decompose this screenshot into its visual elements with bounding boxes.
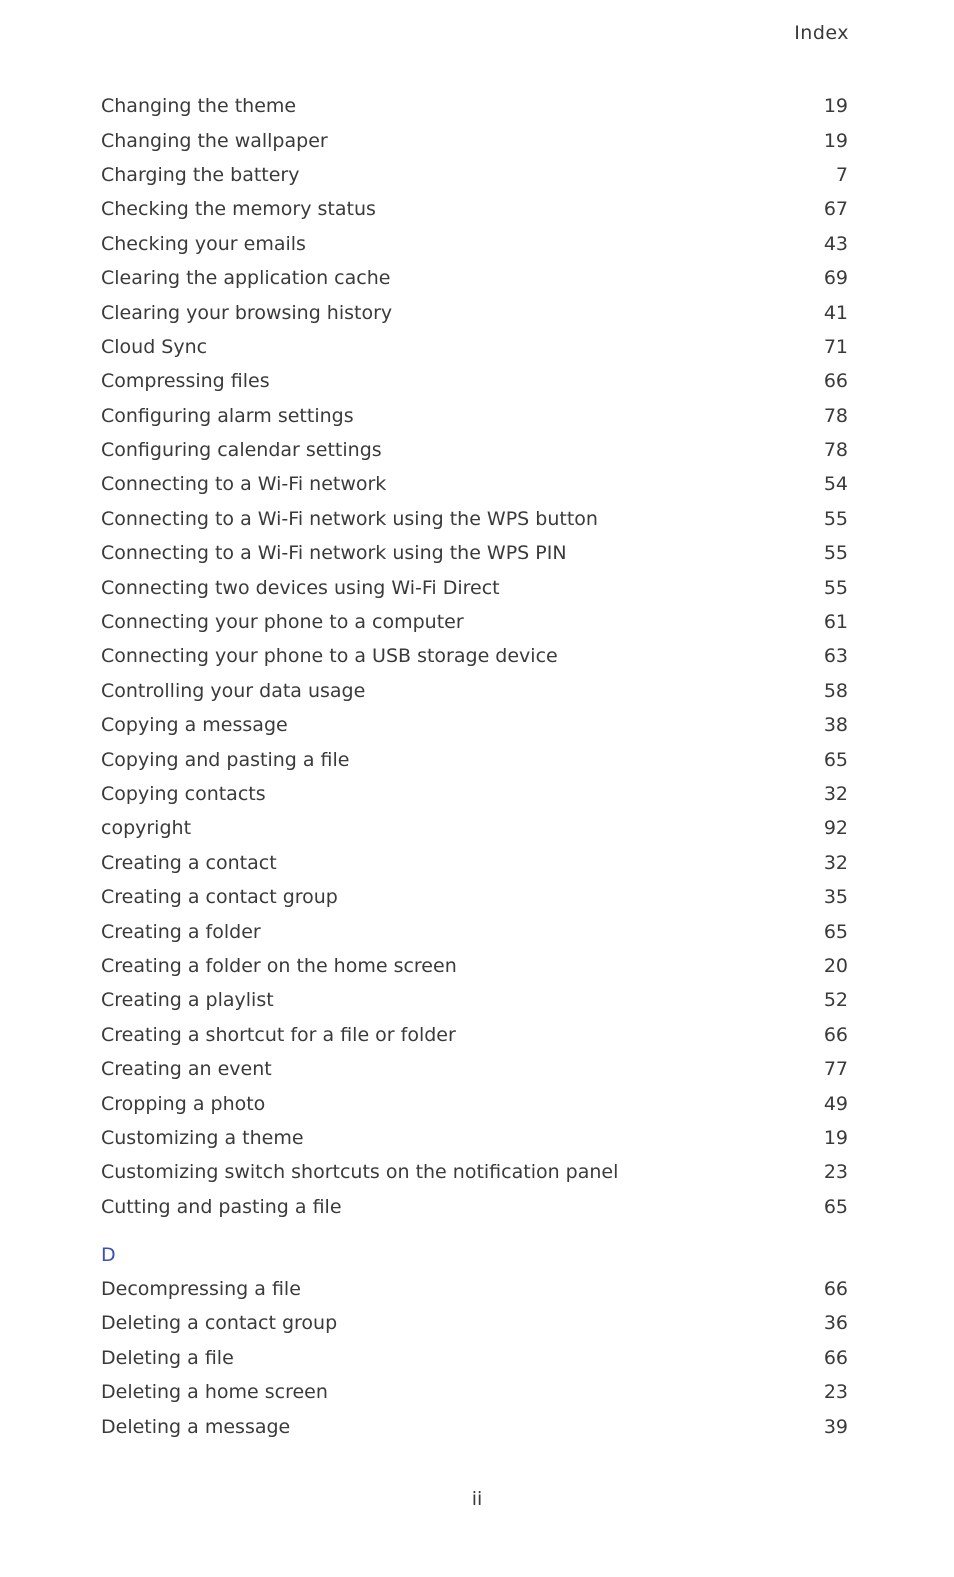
index-page-number: 92 bbox=[823, 817, 848, 840]
index-entry[interactable] bbox=[101, 880, 848, 914]
index-entry[interactable] bbox=[101, 1375, 848, 1409]
index-entry[interactable] bbox=[101, 467, 848, 501]
index-page-number: 66 bbox=[823, 1023, 848, 1046]
index-entry[interactable] bbox=[101, 433, 848, 467]
index-page-number: 49 bbox=[823, 1092, 848, 1115]
index-entry[interactable] bbox=[101, 227, 848, 261]
index-term: Configuring alarm settings bbox=[101, 404, 354, 427]
index-entry[interactable] bbox=[101, 364, 848, 398]
index-term: Deleting a message bbox=[101, 1415, 291, 1438]
index-page-number: 35 bbox=[823, 886, 848, 909]
index-page-number: 54 bbox=[823, 473, 848, 496]
index-page-number: 32 bbox=[823, 851, 848, 874]
index-page-number: 39 bbox=[823, 1415, 848, 1438]
index-term: Copying contacts bbox=[101, 783, 266, 805]
index-page-number: 63 bbox=[823, 645, 848, 668]
page-header-title: Index bbox=[794, 22, 849, 44]
index-page-number: 19 bbox=[823, 1126, 848, 1149]
index-term: Connecting your phone to a USB storage device bbox=[101, 645, 558, 668]
index-term: Changing the theme bbox=[101, 95, 297, 118]
index-term: Customizing switch shortcuts on the notification panel bbox=[101, 1161, 619, 1184]
index-page-number: 55 bbox=[823, 542, 848, 565]
index-term: Connecting to a Wi-Fi network using the WPS button bbox=[101, 507, 598, 530]
index-term: copyright bbox=[101, 817, 192, 840]
index-term: Creating a folder on the home screen bbox=[101, 954, 457, 977]
index-term: Creating a folder bbox=[101, 920, 261, 943]
index-term: Compressing files bbox=[101, 370, 270, 393]
index-entry[interactable] bbox=[101, 983, 848, 1017]
index-entry[interactable] bbox=[101, 1121, 848, 1155]
index-entry[interactable] bbox=[101, 674, 848, 708]
index-term: Connecting your phone to a computer bbox=[101, 611, 464, 634]
index-page-number: 41 bbox=[823, 301, 848, 324]
index-term: Configuring calendar settings bbox=[101, 439, 382, 462]
index-entry[interactable] bbox=[101, 811, 848, 845]
index-entry[interactable] bbox=[101, 639, 848, 673]
index-page-number: 65 bbox=[823, 920, 848, 943]
index-entry[interactable] bbox=[101, 708, 848, 742]
index-page-number: 66 bbox=[823, 370, 848, 393]
index-entry[interactable] bbox=[101, 1018, 848, 1052]
index-entry[interactable] bbox=[101, 1086, 848, 1120]
index-page-number: 36 bbox=[823, 1312, 848, 1335]
index-page-number: 78 bbox=[823, 404, 848, 427]
index-page-number: 65 bbox=[823, 748, 848, 771]
index-page-number: 38 bbox=[823, 714, 848, 737]
index-entry[interactable] bbox=[101, 570, 848, 604]
index-page-number: 19 bbox=[823, 129, 848, 152]
index-entry[interactable] bbox=[101, 1409, 848, 1443]
index-page-number: 67 bbox=[823, 198, 848, 221]
index-term: Deleting a file bbox=[101, 1346, 234, 1369]
index-page-number: 55 bbox=[823, 507, 848, 530]
index-entry[interactable] bbox=[101, 261, 848, 295]
index-term: Clearing the application cache bbox=[101, 267, 391, 290]
index-term: Charging the battery bbox=[101, 163, 300, 186]
index-page-number: 52 bbox=[823, 989, 848, 1012]
index-entry[interactable] bbox=[101, 123, 848, 157]
index-page-number: 58 bbox=[823, 679, 848, 702]
index-entry[interactable] bbox=[101, 1155, 848, 1189]
index-term: Creating a contact group bbox=[101, 886, 338, 909]
index-page-number: 23 bbox=[823, 1161, 848, 1184]
index-term: Checking the memory status bbox=[101, 198, 376, 221]
index-list bbox=[101, 89, 848, 1444]
index-term: Deleting a home screen bbox=[101, 1381, 328, 1404]
index-page-number: 7 bbox=[835, 163, 848, 186]
index-term: Cloud Sync bbox=[101, 335, 208, 358]
page-number: ii bbox=[471, 1488, 483, 1510]
index-page-number: 69 bbox=[823, 267, 848, 290]
section-letter: D bbox=[101, 1243, 116, 1266]
index-term: Copying and pasting a file bbox=[101, 748, 350, 771]
index-term: Clearing your browsing history bbox=[101, 301, 393, 324]
index-term: Checking your emails bbox=[101, 232, 306, 255]
index-term: Changing the wallpaper bbox=[101, 129, 328, 152]
index-term: Connecting to a Wi-Fi network using the WPS PIN bbox=[101, 542, 567, 565]
index-term: Cropping a photo bbox=[101, 1092, 266, 1115]
index-entry[interactable] bbox=[101, 1190, 848, 1224]
index-page-number: 32 bbox=[823, 783, 848, 805]
index-entry[interactable] bbox=[101, 1341, 848, 1375]
index-term: Controlling your data usage bbox=[101, 679, 366, 702]
index-page-number: 61 bbox=[823, 611, 848, 634]
index-term: Connecting to a Wi-Fi network bbox=[101, 473, 387, 496]
index-page-number: 71 bbox=[823, 335, 848, 358]
index-page-number: 43 bbox=[823, 232, 848, 255]
index-page-number: 19 bbox=[823, 95, 848, 118]
index-entry[interactable] bbox=[101, 399, 848, 433]
index-entry[interactable] bbox=[101, 502, 848, 536]
index-entry[interactable] bbox=[101, 1052, 848, 1086]
index-term: Creating a contact bbox=[101, 851, 277, 874]
index-term: Deleting a contact group bbox=[101, 1312, 338, 1335]
index-page-number: 78 bbox=[823, 439, 848, 462]
index-entry[interactable] bbox=[101, 330, 848, 364]
index-entry[interactable] bbox=[101, 1306, 848, 1340]
index-page-number: 65 bbox=[823, 1195, 848, 1218]
index-page-number: 23 bbox=[823, 1381, 848, 1404]
index-entry[interactable] bbox=[101, 949, 848, 983]
index-entry[interactable] bbox=[101, 192, 848, 226]
index-term: Connecting two devices using Wi-Fi Direct bbox=[101, 576, 500, 599]
index-entry[interactable] bbox=[101, 914, 848, 948]
index-page-number: 77 bbox=[823, 1058, 848, 1081]
index-entry[interactable] bbox=[101, 1272, 848, 1306]
index-page-number: 20 bbox=[823, 954, 848, 977]
index-term: Creating a playlist bbox=[101, 989, 274, 1012]
index-entry[interactable] bbox=[101, 295, 848, 329]
index-entry[interactable] bbox=[101, 158, 848, 192]
index-page-number: 66 bbox=[823, 1346, 848, 1369]
index-entry[interactable] bbox=[101, 777, 848, 811]
index-page-number: 55 bbox=[823, 576, 848, 599]
index-entry[interactable] bbox=[101, 89, 848, 123]
index-page-number: 66 bbox=[823, 1278, 848, 1301]
index-term: Creating an event bbox=[101, 1058, 272, 1081]
index-term: Copying a message bbox=[101, 714, 288, 737]
index-entry[interactable] bbox=[101, 536, 848, 570]
index-term: Decompressing a file bbox=[101, 1278, 301, 1301]
index-term: Cutting and pasting a file bbox=[101, 1195, 342, 1218]
index-entry[interactable] bbox=[101, 605, 848, 639]
index-entry[interactable] bbox=[101, 846, 848, 880]
index-term: Customizing a theme bbox=[101, 1126, 304, 1149]
index-term: Creating a shortcut for a file or folder bbox=[101, 1023, 456, 1046]
index-entry[interactable] bbox=[101, 742, 848, 776]
